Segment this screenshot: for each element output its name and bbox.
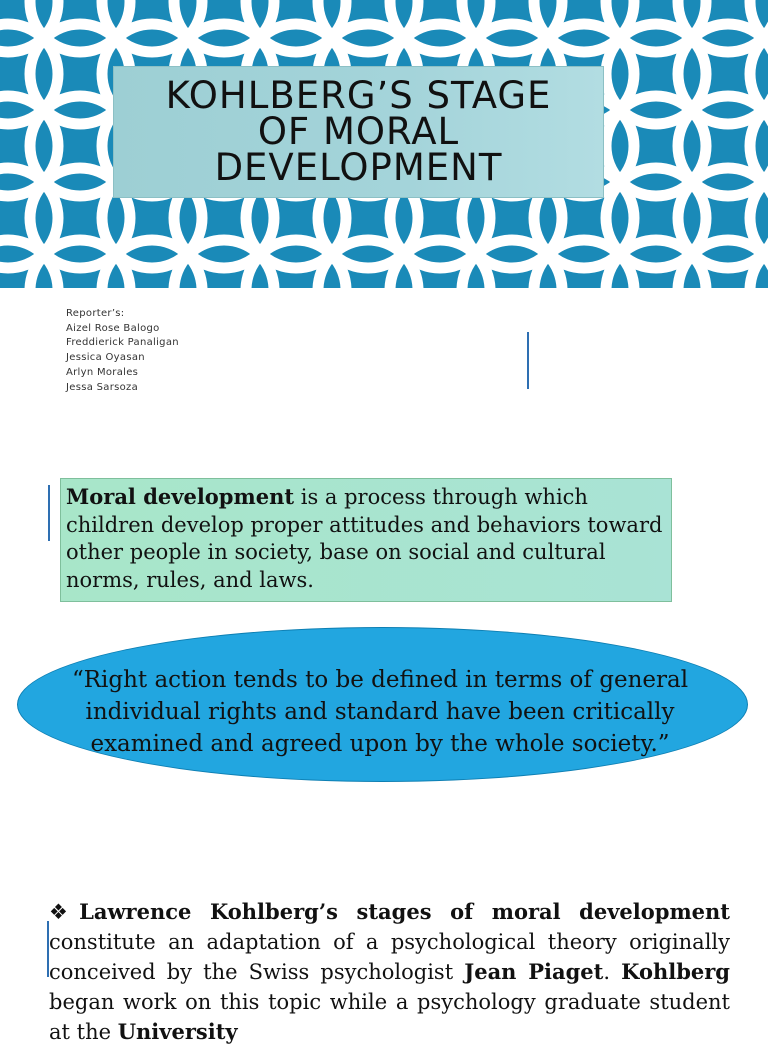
quote-text: “Right action tends to be defined in terms of general individual rights and standard have been critically examined and agreed upon by the whole society.” bbox=[71, 667, 689, 757]
definition-box bbox=[60, 478, 672, 602]
definition-body: is a process through which children develop proper attitudes and behaviors toward other people in society, base on social and cultural norms, rules, and laws. bbox=[66, 485, 663, 592]
kohlberg-paragraph bbox=[49, 897, 730, 1048]
definition-term: Moral development bbox=[66, 484, 295, 509]
definition-text bbox=[66, 483, 666, 594]
reporter-name: Aizel Rose Balogo bbox=[66, 322, 160, 334]
para-seg: Kohlberg bbox=[621, 959, 730, 984]
title-box bbox=[113, 66, 604, 198]
para-seg: . bbox=[603, 960, 622, 984]
para-seg: constitute an adaptation of a psychological theory originally conceived by the Swiss psychologist bbox=[49, 929, 730, 984]
para-seg: University bbox=[117, 1019, 238, 1044]
text-cursor-line bbox=[48, 485, 50, 541]
diamond-bullet-icon: ❖ bbox=[49, 900, 80, 924]
reporters-label: Reporter’s: bbox=[66, 308, 125, 319]
para-seg: Jean Piaget bbox=[464, 959, 604, 984]
reporter-name: Jessica Oyasan bbox=[66, 352, 145, 364]
reporter-name: Jessa Sarsoza bbox=[66, 381, 139, 393]
reporters-block bbox=[66, 307, 179, 395]
text-cursor-line bbox=[527, 332, 529, 389]
reporter-name: Arlyn Morales bbox=[66, 366, 139, 378]
reporter-name: Freddierick Panaligan bbox=[66, 337, 179, 349]
para-seg: Lawrence Kohlberg’s stages of moral development bbox=[79, 899, 731, 924]
para-seg: began work on this topic while a psychology graduate student at the bbox=[49, 989, 730, 1044]
slide-title: KOHLBERG’S STAGE OF MORAL DEVELOPMENT bbox=[165, 74, 552, 189]
